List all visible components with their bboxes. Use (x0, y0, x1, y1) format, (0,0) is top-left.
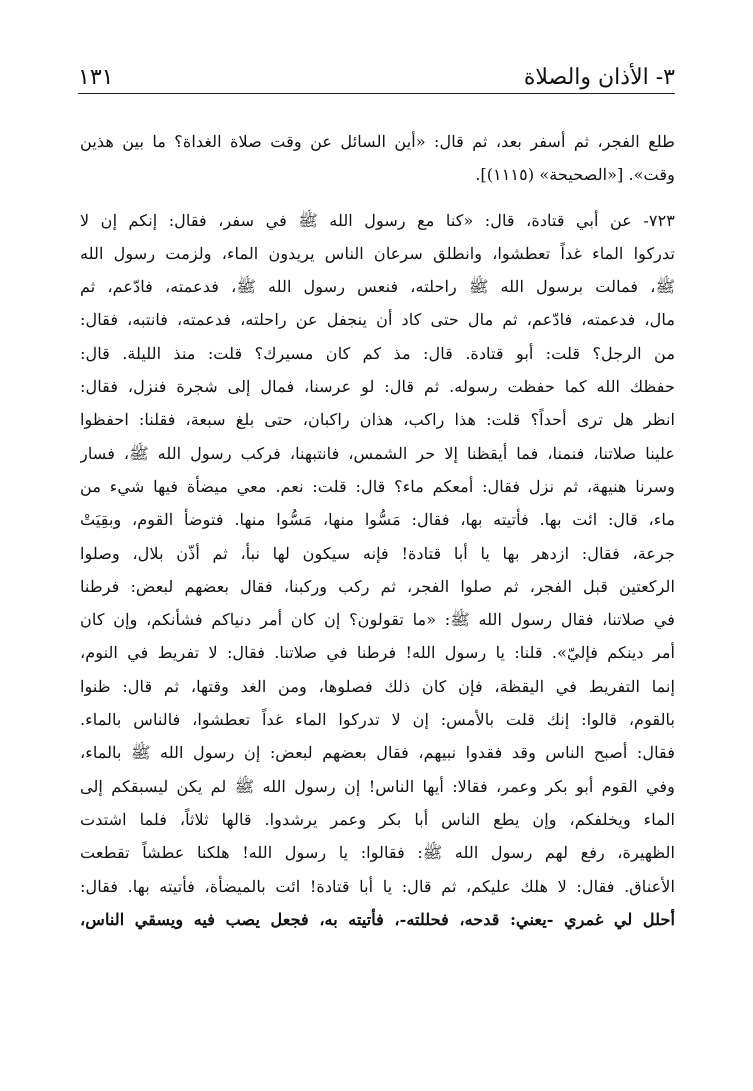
text-line: بالقوم، قالوا: إنك قلت بالأمس: إن لا تدركوا الماء غداً تعطشوا، فالناس بالماء. (80, 710, 675, 730)
text-line: الأعناق. فقال: لا هلك عليكم، ثم قال: يا أبا قتادة! ائت بالميضأة، فأتيته بها. فقال: (80, 876, 675, 896)
text-line: جرعة، فقال: ازدهر بها يا أبا قتادة! فإنه سيكون لها نبأ، ثم أذّن بلال، وصلوا (80, 543, 675, 563)
text-line: أحلل لي غمري -يعني: قدحه، فحللته-، فأتيته به، فجعل يصب فيه ويسقي الناس، (80, 909, 675, 929)
text-line: ماء، قال: ائت بها. فأتيته بها، فقال: مَسُّوا منها، مَسُّوا منها. فتوضأ القوم، وبقِيَتْ (80, 510, 675, 530)
text-line: تدركوا الماء غداً تعطشوا، وانطلق سرعان الناس يريدون الماء، ولزمت رسول الله (80, 243, 675, 263)
running-header (78, 50, 675, 90)
text-line: فقال: أصبح الناس وقد فقدوا نبيهم، فقال بعضهم لبعض: إن رسول الله ﷺ بالماء، (80, 743, 675, 763)
text-line: ٧٢٣- عن أبي قتادة، قال: «كنا مع رسول الله ﷺ في سفر، فقال: إنكم إن لا (80, 210, 675, 230)
text-line: حفظك الله كما حفظت رسوله. ثم قال: لو عرسنا، فمال إلى شجرة فنزل، فقال: (80, 377, 675, 397)
text-line: في صلاتنا، فقال رسول الله ﷺ: «ما تقولون؟ إن كان أمر دنياكم فشأنكم، وإن كان (80, 610, 675, 630)
text-line: وفي القوم أبو بكر وعمر، فقالا: أيها الناس! إن رسول الله ﷺ لم يكن ليسبقكم إلى (80, 776, 675, 796)
text-line: مال، فدعمته، فادّعم، ثم مال حتى كاد أن ينجفل عن راحلته، فدعمته، فانتبه، فقال: (80, 310, 675, 330)
hadith-723 (80, 204, 675, 937)
text-line: ﷺ، فمالت برسول الله ﷺ راحلته، فنعس رسول الله ﷺ، فدعمته، فادّعم، ثم (80, 277, 675, 297)
text-line: الماء ويخلفكم، وإن يطع الناس أبا بكر وعمر يرشدوا. قالها ثلاثاً، فلما اشتدت (80, 809, 675, 829)
page-number: ١٣١ (78, 65, 114, 90)
header-rule (78, 93, 675, 94)
text-line: طلع الفجر، ثم أسفر بعد، ثم قال: «أين السائل عن وقت صلاة الغداة؟ ما بين هذين (80, 132, 675, 151)
text-line: وقت». [«الصحيحة» (١١١٥)]. (475, 165, 675, 185)
text-line: الظهيرة، رفع لهم رسول الله ﷺ: فقالوا: يا رسول الله! هلكنا عطشاً تقطعت (80, 843, 675, 863)
text-line: إنما التفريط في اليقظة، فإن كان ذلك فصلوها، ومن الغد وقتها، ثم قال: ظنوا (80, 676, 675, 696)
text-line: علينا صلاتنا، فنمنا، فما أيقظنا إلا حر الشمس، فانتبهنا، فركب رسول الله ﷺ، فسار (80, 443, 675, 463)
body-text (80, 125, 675, 936)
text-line: من الرجل؟ قلت: أبو قتادة. قال: مذ كم كان مسيرك؟ قلت: منذ الليلة. قال: (80, 343, 675, 363)
text-line: انظر هل ترى أحداً؟ قلت: هذا راكب، هذان راكبان، حتى بلغ سبعة، فقلنا: احفظوا (80, 410, 675, 430)
text-line: الركعتين قبل الفجر، ثم صلوا الفجر، ثم ركب وركبنا، فقال بعضهم لبعض: فرطنا (80, 576, 675, 596)
text-line: وسرنا هنيهة، ثم نزل فقال: أمعكم ماء؟ قال: قلت: نعم. معي ميضأة فيها شيء من (80, 476, 675, 496)
paragraph-continuation (80, 125, 675, 192)
chapter-title: ٣- الأذان والصلاة (523, 65, 675, 90)
text-line: أمر دينكم فإليّ». قلنا: يا رسول الله! فرطنا في صلاتنا. فقال: لا تفريط في النوم، (80, 643, 675, 663)
